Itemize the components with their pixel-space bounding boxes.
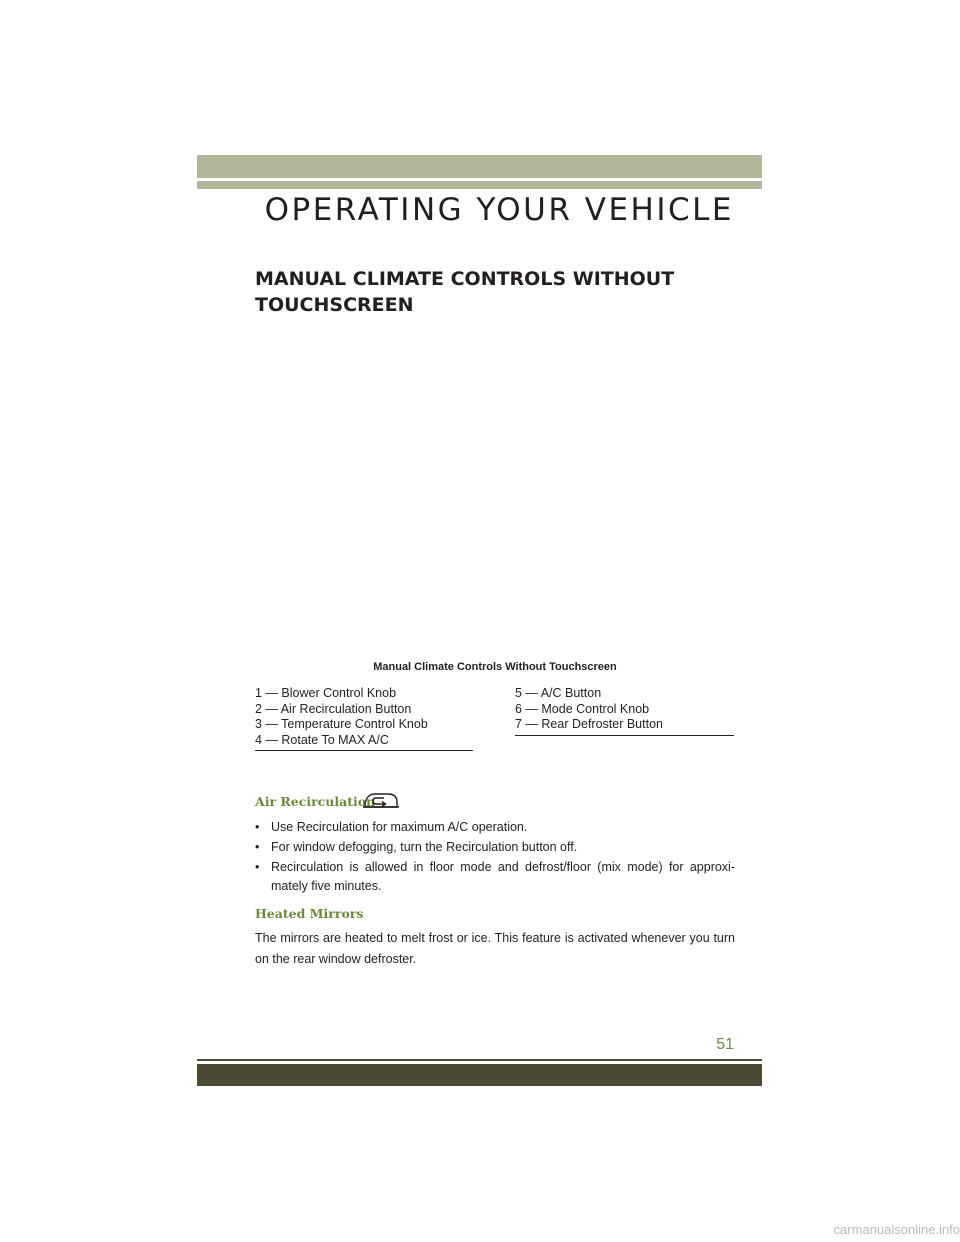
legend-item: 6 — Mode Control Knob bbox=[515, 701, 650, 716]
heated-mirrors-body: The mirrors are heated to melt frost or ice. This feature is activated whenever you turn on the rear window defroster. bbox=[255, 931, 735, 966]
page-number: 51 bbox=[716, 1036, 734, 1053]
air-recirculation-list bbox=[255, 818, 735, 897]
figure-area bbox=[255, 330, 735, 650]
page-heading: MANUAL CLIMATE CONTROLS WITHOUT TOUCHSCREEN bbox=[255, 268, 675, 316]
legend-item: 1 — Blower Control Knob bbox=[255, 686, 397, 700]
header-bar bbox=[197, 155, 762, 178]
legend-divider bbox=[515, 735, 734, 736]
legend-left bbox=[255, 686, 473, 748]
watermark: carmanualsonline.info bbox=[833, 1222, 960, 1237]
list-item: • Use Recirculation for maximum A/C operation. bbox=[255, 818, 735, 837]
legend-item: 4 — Rotate To MAX A/C bbox=[255, 732, 389, 747]
air-recirculation-icon bbox=[362, 790, 400, 812]
air-recirculation-heading: Air Recirculation bbox=[255, 794, 376, 809]
footer-rule bbox=[197, 1059, 762, 1061]
header-rule bbox=[197, 181, 762, 189]
list-item: • For window defogging, turn the Recirculation button off. bbox=[255, 838, 735, 857]
legend-item: 5 — A/C Button bbox=[515, 686, 602, 700]
heated-mirrors-heading: Heated Mirrors bbox=[255, 906, 364, 921]
legend-divider bbox=[255, 750, 473, 751]
legend-item: 7 — Rear Defroster Button bbox=[515, 717, 663, 731]
section-title: OPERATING YOUR VEHICLE bbox=[264, 192, 734, 228]
legend-item: 3 — Temperature Control Knob bbox=[255, 717, 428, 731]
list-item: • Recirculation is allowed in floor mode and defrost/floor (mix mode) for approxi- mately five minutes. bbox=[255, 858, 735, 896]
figure-caption: Manual Climate Controls Without Touchscreen bbox=[373, 661, 617, 673]
legend-right bbox=[515, 686, 734, 733]
legend-item: 2 — Air Recirculation Button bbox=[255, 701, 412, 716]
footer-bar bbox=[197, 1064, 762, 1086]
